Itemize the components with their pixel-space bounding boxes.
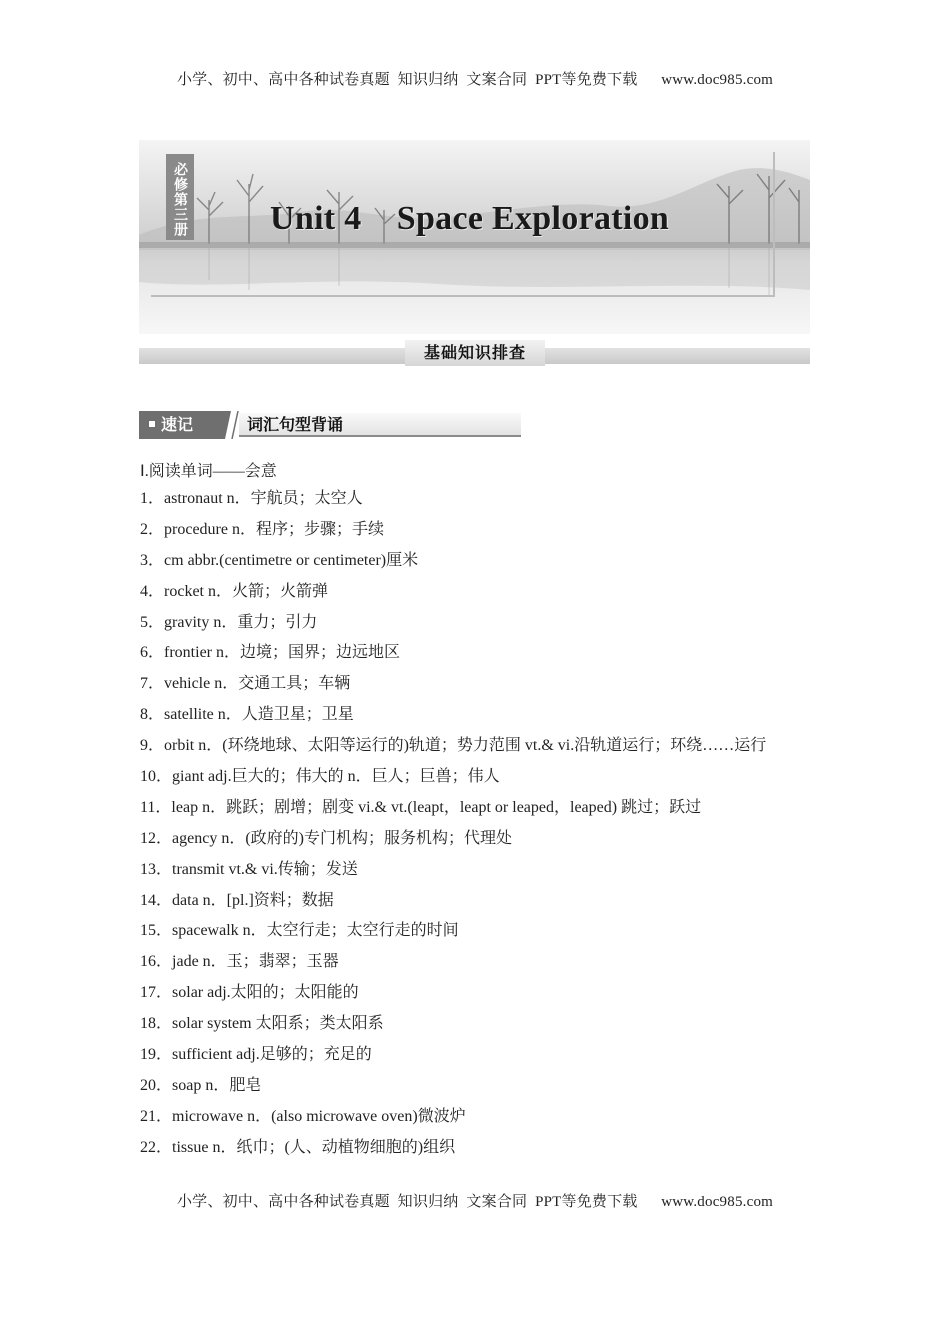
book-volume-tab: 必修第三册: [166, 154, 194, 240]
list-item: 6．frontier n．边境；国界；边远地区: [140, 644, 401, 662]
list-item: 10．giant adj.巨大的；伟大的 n．巨人；巨兽；伟人: [140, 768, 500, 786]
subsection-tag: [139, 411, 231, 439]
unit-title: Unit 4 Space Exploration: [270, 200, 670, 237]
list-item: 18．solar system 太阳系；类太阳系: [140, 1015, 384, 1033]
list-item: 19．sufficient adj.足够的；充足的: [140, 1046, 372, 1064]
list-item: 2．procedure n．程序；步骤；手续: [140, 520, 384, 538]
list-item: 11．leap n．跳跃；剧增；剧变 vi.& vt.(leapt，leapt or leaped，leaped) 跳过；跃过: [140, 798, 702, 816]
list-item: 3．cm abbr.(centimetre or centimeter)厘米: [140, 551, 419, 569]
list-item: 12．agency n．(政府的)专门机构；服务机构；代理处: [140, 829, 512, 847]
list-item: 22．tissue n．纸巾；(人、动植物细胞的)组织: [140, 1138, 456, 1156]
list-item: 8．satellite n．人造卫星；卫星: [140, 706, 354, 724]
list-item: 7．vehicle n．交通工具；车辆: [140, 675, 351, 693]
list-item: 14．data n．[pl.]资料；数据: [140, 891, 334, 909]
list-item: 21．microwave n．(also microwave oven)微波炉: [140, 1107, 466, 1125]
vocab-list: [140, 486, 820, 1166]
list-item: 13．transmit vt.& vi.传输；发送: [140, 860, 358, 878]
page-header: 小学、初中、高中各种试卷真题 知识归纳 文案合同 PPT等免费下载 www.doc985.com: [176, 72, 774, 88]
list-item: 17．solar adj.太阳的；太阳能的: [140, 984, 359, 1002]
subsection-tag-label: 速记: [161, 415, 194, 434]
page-footer: 小学、初中、高中各种试卷真题 知识归纳 文案合同 PPT等免费下载 www.doc985.com: [176, 1194, 774, 1210]
subsection-title: 词汇句型背诵: [239, 413, 521, 437]
list-item: 4．rocket n．火箭；火箭弹: [140, 582, 329, 600]
section-title: 基础知识排查: [405, 340, 545, 366]
list-item: 20．soap n．肥皂: [140, 1076, 262, 1094]
square-bullet-icon: [149, 421, 155, 427]
part-heading: Ⅰ.阅读单词——会意: [140, 463, 277, 480]
list-item: 16．jade n．玉；翡翠；玉器: [140, 953, 339, 971]
list-item: 9．orbit n．(环绕地球、太阳等运行的)轨道；势力范围 vt.& vi.沿轨道运行；环绕……运行: [140, 737, 767, 755]
list-item: 5．gravity n．重力；引力: [140, 613, 318, 631]
list-item: 15．spacewalk n．太空行走；太空行走的时间: [140, 922, 459, 940]
unit-banner: [139, 140, 810, 334]
list-item: 1．astronaut n．宇航员；太空人: [140, 490, 363, 507]
subsection-bar: [139, 411, 521, 439]
